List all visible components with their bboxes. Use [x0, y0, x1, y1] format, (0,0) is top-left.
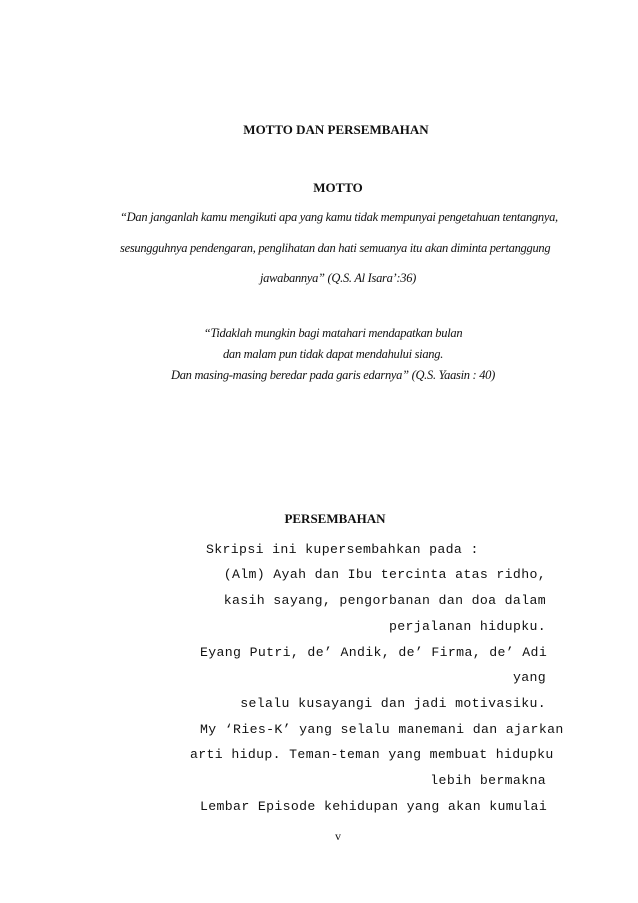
page-number: v: [335, 829, 341, 843]
motto-quote1-line: jawabannya” (Q.S. Al Isara’:36): [259, 271, 417, 285]
motto-quote2-line: dan malam pun tidak dapat mendahului siang.: [222, 347, 444, 361]
page-title: MOTTO DAN PERSEMBAHAN: [243, 122, 429, 137]
motto-heading: MOTTO: [313, 180, 363, 195]
dedication-line: perjalanan hidupku.: [388, 619, 546, 634]
motto-quote2-line: Dan masing-masing beredar pada garis edarnya” (Q.S. Yaasin : 40): [171, 368, 495, 382]
dedication-line: My ‘Ries-K’ yang selalu manemani dan ajarkan: [200, 722, 564, 737]
dedication-line: (Alm) Ayah dan Ibu tercinta atas ridho,: [223, 567, 546, 582]
persembahan-intro: Skripsi ini kupersembahkan pada :: [206, 542, 479, 557]
motto-quote1-line: “Dan janganlah kamu mengikuti apa yang kamu tidak mempunyai pengetahuan tentangnya,: [120, 210, 558, 224]
dedication-line: Eyang Putri, de’ Andik, de’ Firma, de’ Adi: [200, 645, 548, 660]
dedication-line: selalu kusayangi dan jadi motivasiku.: [240, 696, 546, 711]
dedication-line: yang: [512, 670, 546, 685]
dedication-line: kasih sayang, pengorbanan dan doa dalam: [223, 593, 546, 608]
dedication-line: Lembar Episode kehidupan yang akan kumulai: [200, 799, 548, 814]
dedication-line: arti hidup. Teman-teman yang membuat hidupku: [190, 747, 554, 762]
motto-quote1-line: sesungguhnya pendengaran, penglihatan dan hati semuanya itu akan diminta pertanggung: [120, 241, 551, 255]
motto-quote2-line: “Tidaklah mungkin bagi matahari mendapatkan bulan: [203, 326, 463, 340]
persembahan-heading: PERSEMBAHAN: [284, 511, 386, 526]
dedication-line: lebih bermakna: [430, 773, 546, 788]
